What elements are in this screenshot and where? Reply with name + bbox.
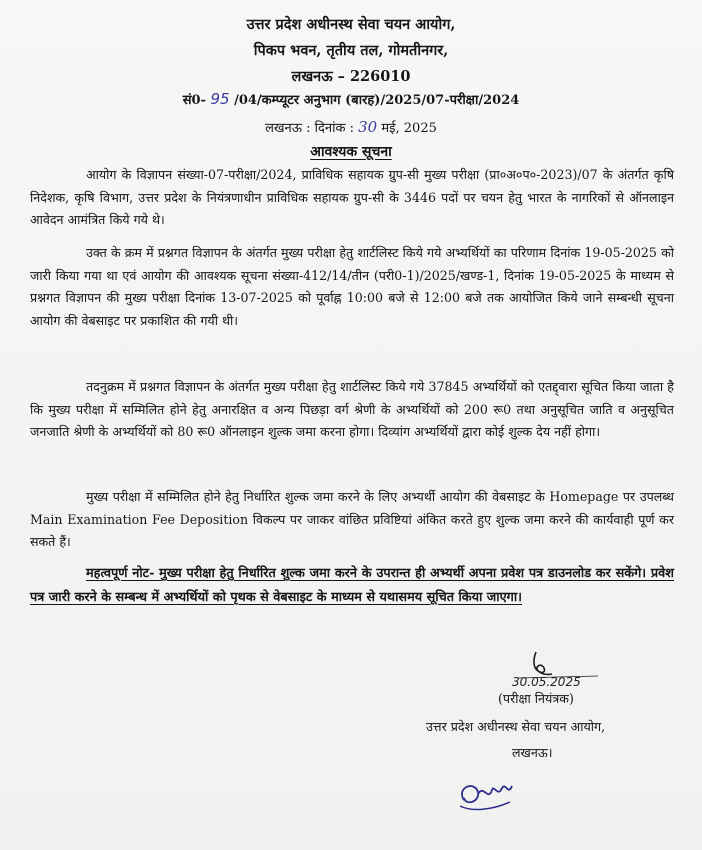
reference-handwritten-number: 95: [210, 90, 230, 108]
header-commission-name: उत्तर प्रदेश अधीनस्थ सेवा चयन आयोग,: [246, 16, 456, 33]
important-note: महत्वपूर्ण नोट- मुख्य परीक्षा हेतु निर्धारित शुल्क जमा करने के उपरान्त ही अभ्यर्थी अपना प्रवेश पत्र डाउनलोड कर सकेंगे। प्रवेश पत्र जारी करने के सम्बन्ध में अभ्यर्थियों को पृथक से वेबसाइट के माध्यम से यथासमय सूचित किया जाएगा।: [30, 566, 674, 605]
reference-number: [0, 90, 702, 108]
date-handwritten-day: 30: [358, 118, 378, 136]
paragraph-3: तदनुक्रम में प्रश्नगत विज्ञापन के अंतर्गत मुख्य परीक्षा हेतु शार्टलिस्ट किये गये 37845 अभ्यर्थियों को एतद्द्वारा सूचित किया जाता है कि मुख्य परीक्षा में सम्मिलित होने हेतु अनारक्षित व अन्य पिछड़ा वर्ग श्रेणी के अभ्यर्थियों को 200 रू0 तथा अनुसूचित जाति व अनुसूचित जनजाति श्रेणी के अभ्यर्थियों को 80 रू0 ऑनलाइन शुल्क जमा करना होगा। दिव्यांग अभ्यर्थियों द्वारा कोई शुल्क देय नहीं होगा।: [30, 379, 674, 440]
paragraph-2: उक्त के क्रम में प्रश्नगत विज्ञापन के अंतर्गत मुख्य परीक्षा हेतु शार्टलिस्ट किये गये अभ्यर्थियों का परिणाम दिनांक 19-05-2025 को जारी किया गया था एवं आयोग की आवश्यक सूचना संख्या-412/14/तीन (परी0-1)/2025/खण्ड-1, दिनांक 19-05-2025 के माध्यम से प्रश्नगत विज्ञापन की मुख्य परीक्षा दिनांक 13-07-2025 को पूर्वाह्न 10:00 बजे से 12:00 बजे तक आयोजित किये जाने सम्बन्धी सूचना आयोग की वेबसाइट पर प्रकाशित की गयी थी।: [30, 245, 674, 328]
date-prefix: लखनऊ : दिनांक :: [265, 121, 354, 136]
signatory-city: लखनऊ।: [512, 745, 553, 760]
signature-handwritten-date: 30.05.2025: [512, 675, 581, 689]
paragraph-1: आयोग के विज्ञापन संख्या-07-परीक्षा/2024, प्राविधिक सहायक ग्रुप-सी मुख्य परीक्षा (प्रा०अ०प०-2023)/07 के अंतर्गत कृषि निदेशक, कृषि विभाग, उत्तर प्रदेश के नियंत्रणाधीन प्राविधिक सहायक ग्रुप-सी के 3446 पदों पर चयन हेतु भारत के नागरिकों से ऑनलाइन आवेदन आमंत्रित किये गये थे।: [30, 167, 674, 228]
signatory-designation: (परीक्षा नियंत्रक): [498, 691, 574, 706]
subject-text: आवश्यक सूचना: [310, 144, 392, 160]
reference-suffix: /04/कम्प्यूटर अनुभाग (बारह)/2025/07-परीक्षा/2024: [234, 93, 520, 108]
header-city-pin: लखनऊ – 226010: [291, 68, 411, 85]
date-line: [0, 118, 702, 136]
subject-heading: [0, 142, 702, 161]
date-suffix: मई, 2025: [381, 121, 437, 136]
header-address: पिकप भवन, तृतीय तल, गोमतीनगर,: [253, 42, 449, 59]
signatory-organization: उत्तर प्रदेश अधीनस्थ सेवा चयन आयोग,: [426, 719, 606, 734]
initials-mark: [452, 776, 522, 816]
reference-prefix: सं0-: [182, 93, 206, 108]
paragraph-4: मुख्य परीक्षा में सम्मिलित होने हेतु निर्धारित शुल्क जमा करने के लिए अभ्यर्थी आयोग की वेबसाइट के Homepage पर उपलब्ध Main Examination Fee Deposition विकल्प पर जाकर वांछित प्रविष्टियां अंकित करते हुए शुल्क जमा करने की कार्यवाही पूर्ण कर सकते हैं।: [30, 489, 674, 550]
